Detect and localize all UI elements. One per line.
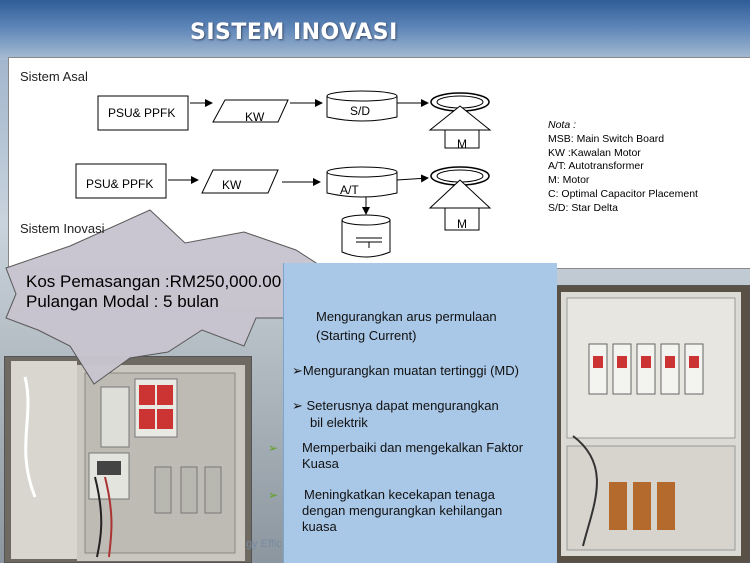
- nota-item: M: Motor: [548, 174, 590, 187]
- kw-label-2: KW: [222, 178, 242, 192]
- nota-item: C: Optimal Capacitor Placement: [548, 187, 698, 200]
- slide-title: SISTEM INOVASI: [190, 20, 398, 45]
- footer-text: gy Effic: [246, 538, 282, 550]
- nota-item: KW :Kawalan Motor: [548, 146, 641, 159]
- benefit-3-line1: ➢ Seterusnya dapat mengurangkan: [292, 398, 499, 413]
- nota-heading: Nota :: [548, 119, 577, 131]
- benefit-5-line2: dengan mengurangkan kehilangan: [302, 503, 503, 518]
- label-sistem-inovasi: Sistem Inovasi: [20, 221, 105, 236]
- motor-label-2: M: [457, 217, 467, 231]
- nota-item: MSB: Main Switch Board: [548, 132, 665, 145]
- psu-label-1: PSU& PPFK: [108, 106, 176, 120]
- label-sistem-asal: Sistem Asal: [20, 69, 88, 84]
- cost-callout: [26, 272, 281, 312]
- motor-label-1: M: [457, 137, 467, 151]
- benefit-5-line1: Meningkatkan kecekapan tenaga: [304, 487, 495, 502]
- nota-item: S/D: Star Delta: [548, 201, 619, 214]
- at-label: A/T: [340, 183, 359, 197]
- bullet-icon: ➢: [268, 441, 279, 455]
- bullet-icon: ➢: [268, 488, 279, 502]
- benefit-4-line2: Kuasa: [302, 456, 339, 471]
- benefit-4-line1: Memperbaiki dan mengekalkan Faktor: [302, 440, 524, 455]
- benefit-5-line3: kuasa: [302, 519, 337, 534]
- payback-text: Pulangan Modal : 5 bulan: [26, 292, 219, 311]
- benefit-2: ➢Mengurangkan muatan tertinggi (MD): [292, 363, 519, 378]
- psu-label-2: PSU& PPFK: [86, 177, 154, 191]
- nota-item: A/T: Autotransformer: [548, 160, 644, 173]
- cost-text: Kos Pemasangan :RM250,000.00: [26, 272, 282, 291]
- benefit-1-line1: Mengurangkan arus permulaan: [316, 309, 497, 324]
- kw-label-1: KW: [245, 110, 265, 124]
- sd-label: S/D: [350, 104, 371, 118]
- benefit-3-line2: bil elektrik: [310, 415, 368, 430]
- benefit-1-line2: (Starting Current): [316, 328, 417, 343]
- benefits-panel: [283, 263, 557, 563]
